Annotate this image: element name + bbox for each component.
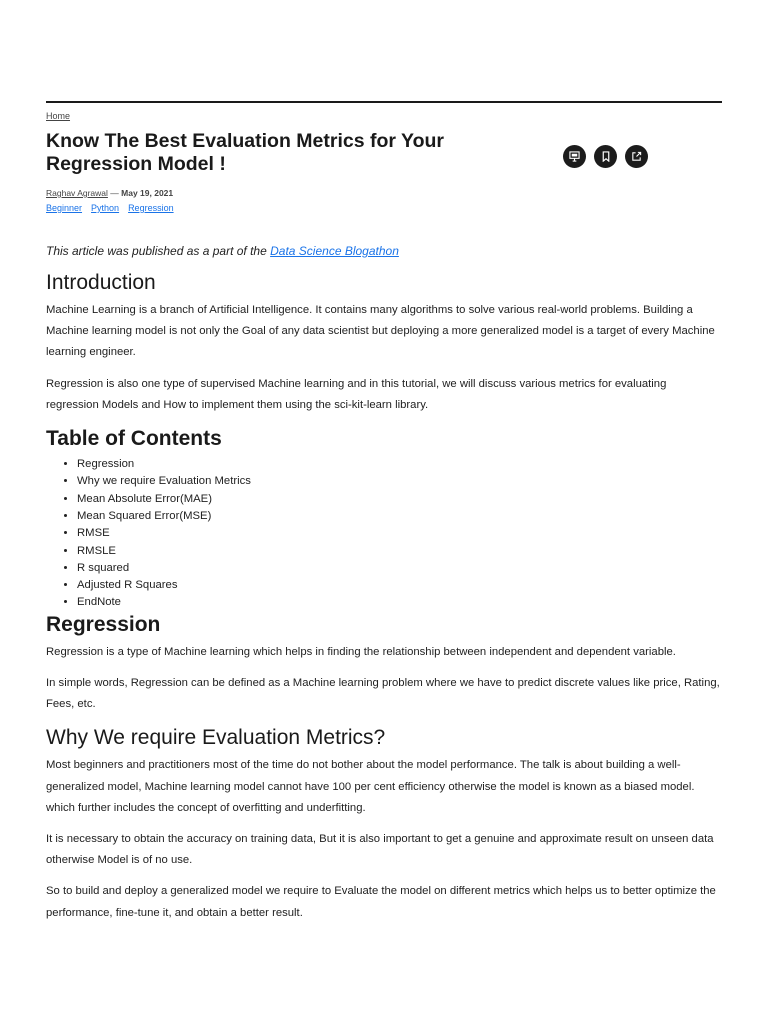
tag-list	[46, 203, 174, 213]
breadcrumb-home[interactable]: Home	[46, 111, 71, 121]
toc-item-rmsle[interactable]: • RMSLE	[77, 543, 722, 560]
toc-item-r-squared[interactable]: • R squared	[77, 560, 722, 577]
why-metrics-heading: Why We require Evaluation Metrics?	[46, 726, 386, 750]
regression-paragraph-2: In simple words, Regression can be defined as a Machine learning problem where we have to predict discrete values like price, Rating, Fees, etc.	[46, 676, 720, 711]
publish-date: May 19, 2021	[121, 188, 174, 198]
tag-beginner[interactable]: Beginner	[46, 203, 83, 213]
introduction-heading: Introduction	[46, 271, 156, 294]
toc-item-endnote[interactable]: • EndNote	[77, 594, 722, 611]
article-body	[46, 243, 722, 924]
header-divider	[46, 101, 722, 103]
toc-list	[46, 456, 722, 612]
tag-regression[interactable]: Regression	[128, 203, 174, 213]
toc-item-rmse[interactable]: • RMSE	[77, 525, 722, 542]
toc-item-why-metrics[interactable]: • Why we require Evaluation Metrics	[77, 473, 722, 490]
blogathon-link[interactable]: Data Science Blogathon	[270, 244, 399, 258]
presentation-icon	[569, 151, 580, 162]
toc-item-adjusted-r-squares[interactable]: • Adjusted R Squares	[77, 577, 722, 594]
article-actions	[563, 145, 648, 168]
regression-heading: Regression	[46, 612, 161, 636]
toc-item-mse[interactable]: • Mean Squared Error(MSE)	[77, 508, 722, 525]
article-title: Know The Best Evaluation Metrics for Your Regression Model !	[46, 130, 445, 175]
introduction-paragraph-2: Regression is also one type of supervised Machine learning and in this tutorial, we will discuss various metrics for evaluating regression Models and How to implement them using the sci-kit-learn library.	[46, 377, 667, 411]
introduction-paragraph-1: Machine Learning is a branch of Artificial Intelligence. It contains many algorithms to solve various real-world problems. Building a Machine learning model is not only the Goal of any data scientist but deploying a more generalized model is a target of every Machine learning engineer.	[46, 304, 715, 359]
article-meta	[46, 188, 173, 198]
why-metrics-paragraph-1: Most beginners and practitioners most of the time do not bother about the model performance. The talk is about building a well-generalized model, Machine learning model cannot have 100 per cent efficiency otherwise the model is known as a biased model. which further includes the concept of overfitting and underfitting.	[46, 759, 695, 814]
bookmark-button[interactable]	[594, 145, 617, 168]
tag-python[interactable]: Python	[91, 203, 120, 213]
bookmark-icon	[601, 151, 611, 162]
regression-paragraph-1: Regression is a type of Machine learning which helps in finding the relationship between independent and dependent variable.	[46, 645, 676, 658]
why-metrics-paragraph-2: It is necessary to obtain the accuracy on training data, But it is also important to get a genuine and approximate result on unseen data otherwise Model is of no use.	[46, 832, 714, 867]
presentation-button[interactable]	[563, 145, 586, 168]
author-link[interactable]: Raghav Agrawal	[46, 188, 108, 198]
share-button[interactable]	[625, 145, 648, 168]
blogathon-note	[46, 243, 722, 260]
meta-separator: —	[110, 188, 119, 198]
toc-item-regression[interactable]: • Regression	[77, 456, 722, 473]
share-icon	[631, 151, 642, 162]
toc-heading: Table of Contents	[46, 427, 222, 451]
blogathon-prefix: This article was published as a part of the	[46, 244, 267, 258]
toc-item-mae[interactable]: • Mean Absolute Error(MAE)	[77, 491, 722, 508]
why-metrics-paragraph-3: So to build and deploy a generalized model we require to Evaluate the model on different metrics which helps us to better optimize the performance, fine-tune it, and obtain a better result.	[46, 885, 716, 919]
